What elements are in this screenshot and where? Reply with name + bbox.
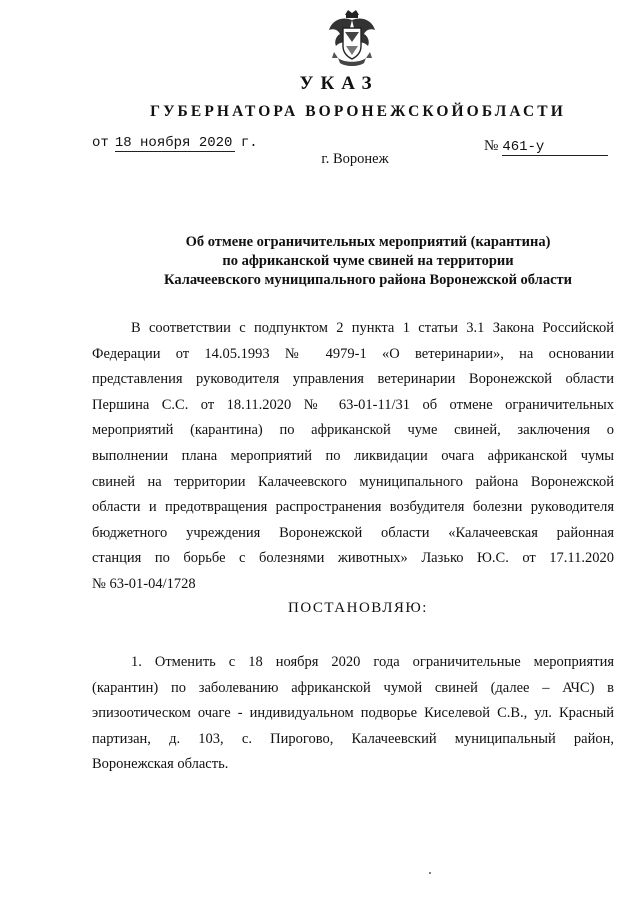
preamble-line: № 63-01-04/1728 xyxy=(92,575,196,592)
preamble-line: Федерации от 14.05.1993 № 4979-1 «О ветеринарии», на основании xyxy=(92,345,614,362)
date-value: 18 ноября 2020 xyxy=(115,135,235,152)
number-label: № xyxy=(484,138,499,154)
item-1-line: (карантин) по заболеванию африканской чумой свиней (далее – АЧС) в xyxy=(92,679,614,696)
item-1-line: 1. Отменить с 18 ноября 2020 года ограничительные мероприятия xyxy=(131,654,614,670)
preamble-line: Першина С.С. от 18.11.2020 № 63-01-11/31 об отмене ограничительных xyxy=(92,396,614,413)
preamble-paragraph xyxy=(92,316,614,598)
item-1-paragraph xyxy=(92,650,614,778)
preamble-line: мероприятий (карантина) по африканской чуме свиней, заключения о xyxy=(92,422,614,439)
preamble-line: свиней на территории Калачеевского муниципального района Воронежской xyxy=(92,473,614,490)
heading-line: по африканской чуме свиней на территории xyxy=(222,253,514,269)
decree-title: УКАЗ xyxy=(299,73,379,94)
date-line xyxy=(92,135,258,152)
heading-line: Об отмене ограничительных мероприятий (карантина) xyxy=(185,234,551,250)
preamble-line: представления руководителя управления ветеринарии Воронежской области xyxy=(92,371,614,388)
resolve-heading: ПОСТАНОВЛЯЮ: xyxy=(288,600,428,616)
preamble-line: выполнении плана мероприятий по ликвидации очага африканской чумы xyxy=(92,447,614,464)
heading-line: Калачеевского муниципального района Воронежской области xyxy=(164,272,572,288)
document-heading xyxy=(100,233,636,290)
item-1-line: партизан, д. 103, с. Пирогово, Калачеевский муниципальный район, xyxy=(92,730,614,747)
item-1-line: Воронежская область. xyxy=(92,756,229,773)
date-suffix: г. xyxy=(240,135,258,151)
item-1-line: эпизоотическом очаге - индивидуальном подворье Киселевой С.В., ул. Красный xyxy=(92,705,614,722)
preamble-line: В соответствии с подпунктом 2 пункта 1 статьи 3.1 Закона Российской xyxy=(131,320,614,336)
scan-speck xyxy=(429,872,431,874)
number-value: 461-у xyxy=(502,139,608,156)
issuer-title: ГУБЕРНАТОРА ВОРОНЕЖСКОЙОБЛАСТИ xyxy=(150,103,566,120)
date-prefix: от xyxy=(92,135,109,151)
city: г. Воронеж xyxy=(321,151,389,167)
coat-of-arms-icon xyxy=(326,8,378,68)
preamble-line: станция по борьбе с болезнями животных» Лазько Ю.С. от 17.11.2020 xyxy=(92,550,614,567)
preamble-line: области и предотвращения распространения возбудителя болезни руководителя xyxy=(92,499,614,516)
preamble-line: бюджетного учреждения Воронежской области «Калачеевская районная xyxy=(92,524,614,541)
